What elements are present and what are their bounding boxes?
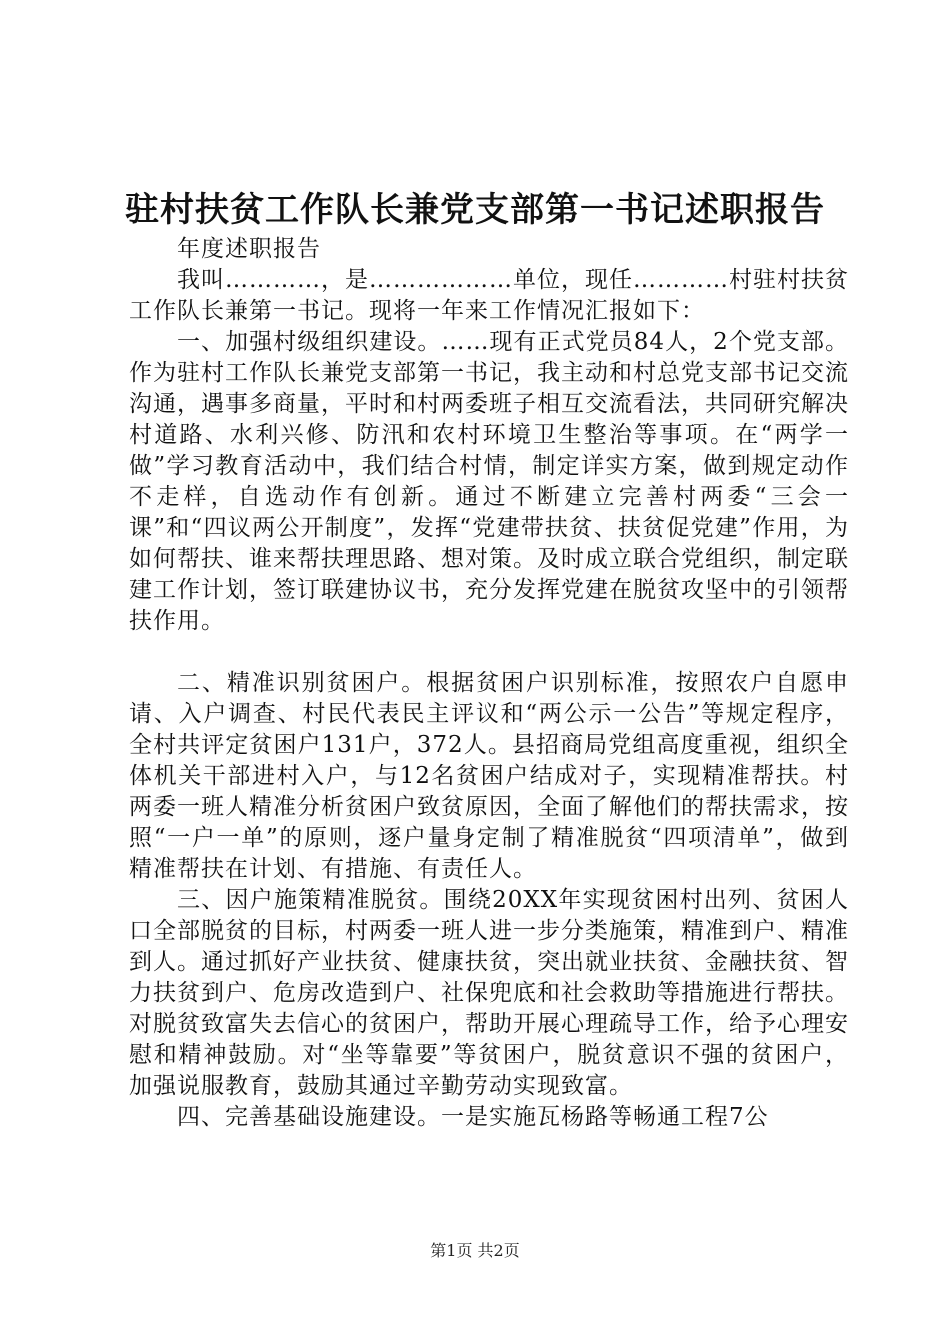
paragraph-section-3: 三、因户施策精准脱贫。围绕20XX年实现贫困村出列、贫困人口全部脱贫的目标，村两委一班人进一步分类施策，精准到户、精准到人。通过抓好产业扶贫、健康扶贫，突出就业扶贫、金融扶贫、智力扶贫到户、危房改造到户、社保兜底和社会救助等措施进行帮扶。对脱贫致富失去信心的贫困户，帮助开展心理疏导工作，给予心理安慰和精神鼓励。对“坐等靠要”等贫困户，脱贫意识不强的贫困户，加强说服教育，鼓励其通过辛勤劳动实现致富。 bbox=[129, 887, 849, 1099]
paragraph-section-2: 二、精准识别贫困户。根据贫困户识别标准，按照农户自愿申请、入户调查、村民代表民主评议和“两公示一公告”等规定程序，全村共评定贫困户131户，372人。县招商局党组高度重视，组织全体机关干部进村入户，与12名贫困户结成对子，实现精准帮扶。村两委一班人精准分析贫困户致贫原因，全面了解他们的帮扶需求，按照“一户一单”的原则，逐户量身定制了精准脱贫“四项清单”，做到精准帮扶在计划、有措施、有责任人。 bbox=[129, 670, 849, 882]
report-subtitle: 年度述职报告 bbox=[177, 236, 321, 262]
page-number-footer: 第1页 共2页 bbox=[430, 1241, 520, 1260]
paragraph-intro: 我叫…………，是………………单位，现任…………村驻村扶贫工作队长兼第一书记。现将一年来工作情况汇报如下： bbox=[129, 267, 849, 324]
paragraph-section-4: 四、完善基础设施建设。一是实施瓦杨路等畅通工程7公 bbox=[177, 1104, 769, 1130]
document-body bbox=[129, 234, 849, 1133]
paragraph-section-1: 一、加强村级组织建设。……现有正式党员84人，2个党支部。作为驻村工作队长兼党支部第一书记，我主动和村总党支部书记交流沟通，遇事多商量，平时和村两委班子相互交流看法，共同研究解决村道路、水利兴修、防汛和农村环境卫生整治等事项。在“两学一做”学习教育活动中，我们结合村情，制定详实方案，做到规定动作不走样，自选动作有创新。通过不断建立完善村两委“三会一课”和“四议两公开制度”，发挥“党建带扶贫、扶贫促党建”作用，为如何帮扶、谁来帮扶理思路、想对策。及时成立联合党组织，制定联建工作计划，签订联建协议书，充分发挥党建在脱贫攻坚中的引领帮扶作用。 bbox=[129, 329, 849, 634]
document-title: 驻村扶贫工作队长兼党支部第一书记述职报告 bbox=[125, 190, 825, 230]
